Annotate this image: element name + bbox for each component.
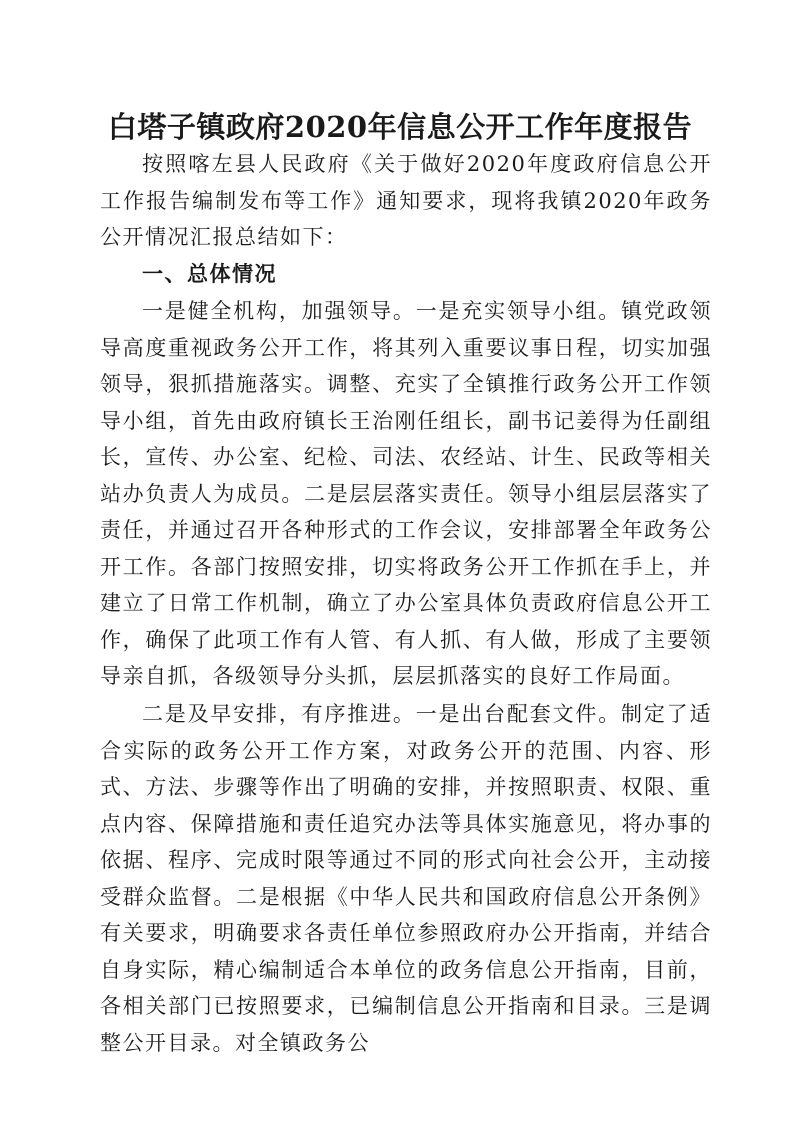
document-title: 白塔子镇政府2020年信息公开工作年度报告 [107, 110, 693, 145]
body-paragraph-1: 一是健全机构，加强领导。一是充实领导小组。镇党政领导高度重视政务公开工作，将其列入重要议事日程，切实加强领导，狠抓措施落实。调整、充实了全镇推行政务公开工作领导小组，首先由政府镇长王治刚任组长，副书记姜得为任副组长，宣传、办公室、纪检、司法、农经站、计生、民政等相关站办负责人为成员。二是层层落实责任。领导小组层层落实了责任，并通过召开各种形式的工作会议，安排部署全年政务公开工作。各部门按照安排，切实将政务公开工作抓在手上，并建立了日常工作机制，确立了办公室具体负责政府信息公开工作，确保了此项工作有人管、有人抓、有人做，形成了主要领导亲自抓，各级领导分头抓，层层抓落实的良好工作局面。 [100, 299, 712, 688]
intro-paragraph: 按照喀左县人民政府《关于做好2020年度政府信息公开工作报告编制发布等工作》通知要求，现将我镇2020年政务公开情况汇报总结如下： [100, 152, 712, 249]
body-paragraph-2: 二是及早安排，有序推进。一是出台配套文件。制定了适合实际的政务公开工作方案，对政务公开的范围、内容、形式、方法、步骤等作出了明确的安排，并按照职责、权限、重点内容、保障措施和责任追究办法等具体实施意见，将办事的依据、程序、完成时限等通过不同的形式向社会公开，主动接受群众监督。二是根据《中华人民共和国政府信息公开条例》有关要求，明确要求各责任单位参照政府办公开指南，并结合自身实际，精心编制适合本单位的政务信息公开指南，目前，各相关部门已按照要求，已编制信息公开指南和目录。三是调整公开目录。对全镇政务公 [100, 702, 712, 1055]
section-heading: 一、总体情况 [142, 262, 277, 286]
